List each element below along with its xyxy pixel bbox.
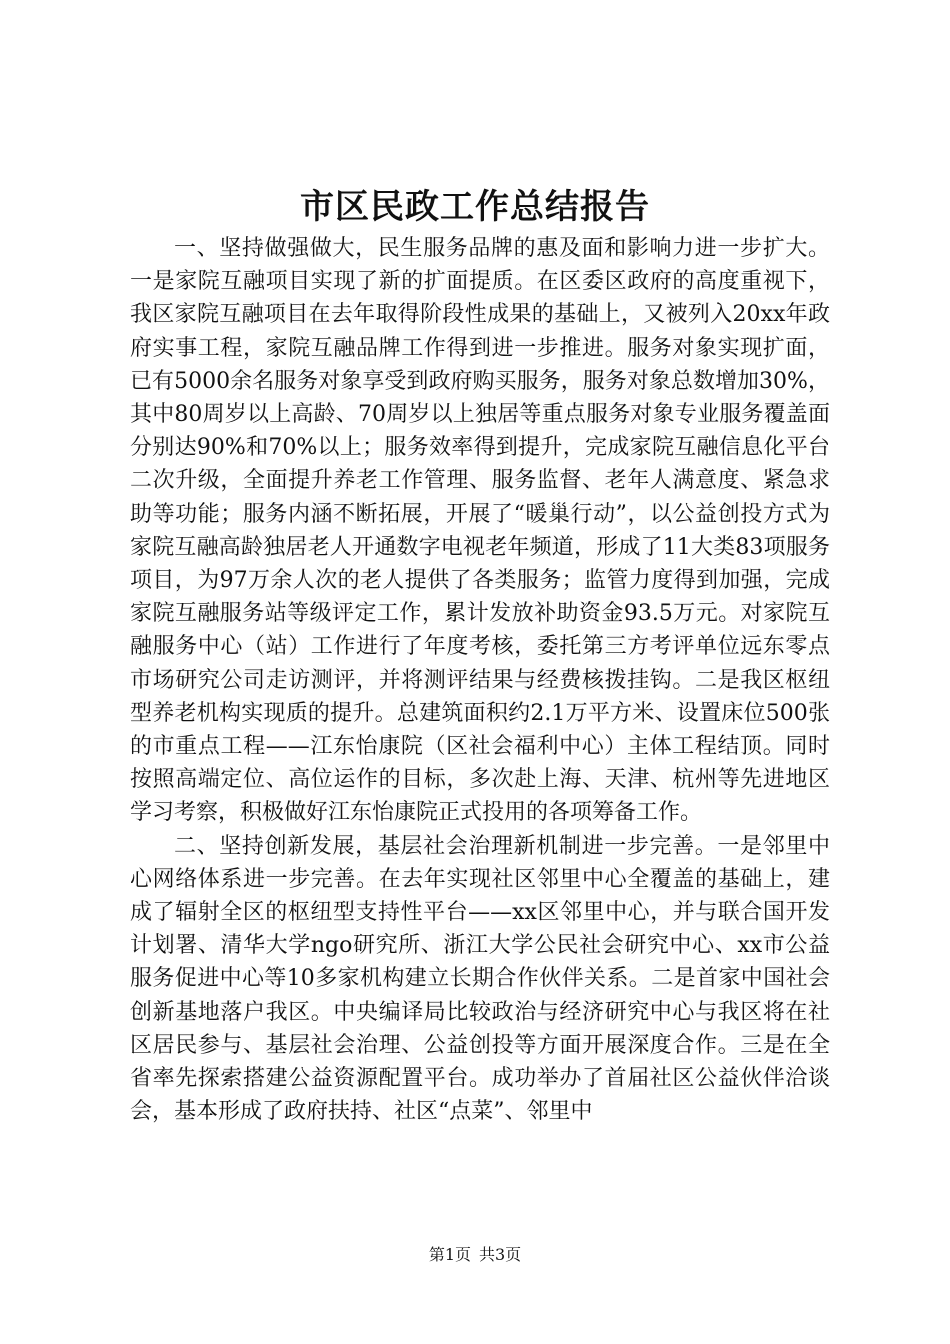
page-number: 第1页 (428, 1245, 471, 1264)
document-body (130, 232, 830, 1128)
page-total: 共3页 (479, 1245, 522, 1264)
page-footer (0, 1244, 950, 1266)
document-title: 市区民政工作总结报告 (300, 187, 650, 227)
paragraph-2: 二、坚持创新发展，基层社会治理新机制进一步完善。一是邻里中心网络体系进一步完善。在去年实现社区邻里中心全覆盖的基础上，建成了辐射全区的枢纽型支持性平台——xx区邻里中心，并与联合国开发计划署、清华大学ngo研究所、浙江大学公民社会研究中心、xx市公益服务促进中心等10多家机构建立长期合作伙伴关系。二是首家中国社会创新基地落户我区。中央编译局比较政治与经济研究中心与我区将在社区居民参与、基层社会治理、公益创投等方面开展深度合作。三是在全省率先探索搭建公益资源配置平台。成功举办了首届社区公益伙伴洽谈会，基本形成了政府扶持、社区“点菜”、邻里中 (130, 833, 830, 1125)
paragraph-1: 一、坚持做强做大，民生服务品牌的惠及面和影响力进一步扩大。一是家院互融项目实现了新的扩面提质。在区委区政府的高度重视下，我区家院互融项目在去年取得阶段性成果的基础上，又被列入20xx年政府实事工程，家院互融品牌工作得到进一步推进。服务对象实现扩面，已有5000余名服务对象享受到政府购买服务，服务对象总数增加30%，其中80周岁以上高龄、70周岁以上独居等重点服务对象专业服务覆盖面分别达90%和70%以上；服务效率得到提升，完成家院互融信息化平台二次升级，全面提升养老工作管理、服务监督、老年人满意度、紧急求助等功能；服务内涵不断拓展，开展了“暖巢行动”，以公益创投方式为家院互融高龄独居老人开通数字电视老年频道，形成了11大类83项服务项目，为97万余人次的老人提供了各类服务；监管力度得到加强，完成家院互融服务站等级评定工作，累计发放补助资金93.5万元。对家院互融服务中心（站）工作进行了年度考核，委托第三方考评单位远东零点市场研究公司走访测评，并将测评结果与经费核拨挂钩。二是我区枢纽型养老机构实现质的提升。总建筑面积约2.1万平方米、设置床位500张的市重点工程——江东怡康院（区社会福利中心）主体工程结顶。同时按照高端定位、高位运作的目标，多次赴上海、天津、杭州等先进地区学习考察，积极做好江东怡康院正式投用的各项筹备工作。 (130, 236, 830, 826)
